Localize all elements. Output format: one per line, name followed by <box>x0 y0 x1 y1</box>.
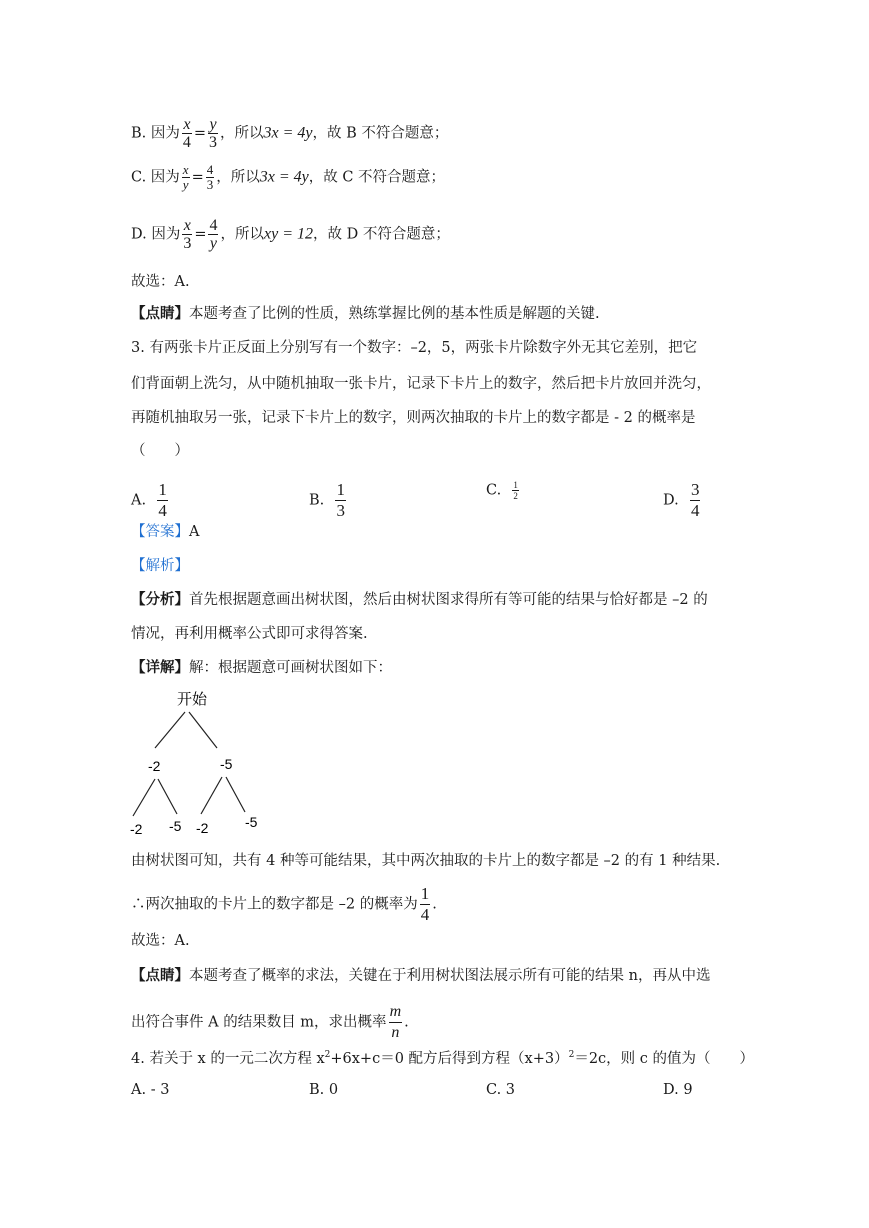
fraction: $\frac{1}{4}$ <box>158 480 167 520</box>
tree-root: 开始 <box>177 691 208 708</box>
fenxi-line-1: 【分析】首先根据题意画出树状图，然后由树状图求得所有等可能的结果与恰好都是 –2 的 <box>131 592 708 608</box>
fraction: $\frac{x}{y}$ <box>182 162 189 192</box>
fraction: $\frac{4}{3}$ <box>206 162 214 192</box>
q4-option-b: B. 0 <box>309 1082 339 1098</box>
q4-option-a: A. - 3 <box>131 1082 170 1098</box>
equation: 3x = 4y <box>263 124 313 142</box>
q3-option-b: B. $\frac{1}{3}$ <box>309 480 345 520</box>
q4-line: 4. 若关于 x 的一元二次方程 $x^2+6x+c=0$ 配方后得到方程$(x+3)^2=2c$，则 c 的值为（ ） <box>131 1050 755 1067</box>
analysis-tag: 【解析】 <box>131 558 189 574</box>
fenxi-line-2: 情况，再利用概率公式即可求得答案. <box>131 626 368 642</box>
conclusion-line-2: ∴两次抽取的卡片上的数字都是 –2 的概率为 $\frac{1}{4}$ . <box>131 884 437 924</box>
fraction: $\frac{1}{4}$ <box>420 884 430 924</box>
tree-node-l1-a: -2 <box>148 758 161 774</box>
tree-node-l2: -5 <box>169 818 182 834</box>
line-b: B. 因为 $\frac{x}{4}$ = $\frac{y}{3}$ ，所以3x = 4y，故 B 不符合题意； <box>131 116 449 151</box>
detail-line: 【详解】解：根据题意可画树状图如下： <box>131 660 392 676</box>
q3-line-2: 们背面朝上洗匀，从中随机抽取一张卡片，记录下卡片上的数字，然后把卡片放回并洗匀， <box>131 376 711 392</box>
comment-1: 【点睛】本题考查了比例的性质，熟练掌握比例的基本性质是解题的关键. <box>131 306 600 322</box>
line-d: D. 因为 $\frac{x}{3}$ = $\frac{4}{y}$ ，所以xy = 12，故 D 不符合题意； <box>131 217 450 252</box>
tree-node-l2: -2 <box>130 821 143 837</box>
tree-node-l1-b: -5 <box>220 756 233 772</box>
answer-tag: 【答案】 <box>131 524 189 540</box>
comment-2-line-2: 出符合事件 A 的结果数目 m，求出概率 $\frac{m}{n}$ . <box>131 1003 409 1041</box>
q3-option-c: C. $\frac{1}{2}$ <box>486 480 518 501</box>
fraction: $\frac{m}{n}$ <box>389 1003 402 1041</box>
tree-edge <box>201 777 222 814</box>
tree-edge <box>158 779 177 814</box>
tree-edge <box>189 712 217 748</box>
fraction: $\frac{1}{2}$ <box>513 480 518 501</box>
q3-line-1: 3. 有两张卡片正反面上分别写有一个数字：–2，5，两张卡片除数字外无其它差别，把它 <box>131 340 698 356</box>
fraction: $\frac{4}{y}$ <box>209 217 218 252</box>
q3-option-d: D. $\frac{3}{4}$ <box>663 480 700 520</box>
choose-answer: 故选：A. <box>131 274 190 290</box>
tree-diagram <box>125 686 275 841</box>
comment-2-line-1: 【点睛】本题考查了概率的求法，关键在于利用树状图法展示所有可能的结果 n，再从中选 <box>131 968 711 984</box>
q4-option-c: C. 3 <box>486 1082 516 1098</box>
fraction: $\frac{x}{3}$ <box>183 217 192 252</box>
q3-line-3: 再随机抽取另一张，记录下卡片上的数字，则两次抽取的卡片上的数字都是 - 2 的概率是 <box>131 410 696 426</box>
answer-line: 【答案】A <box>131 524 200 540</box>
fraction: $\frac{3}{4}$ <box>690 480 700 520</box>
fraction: $\frac{1}{3}$ <box>336 480 345 520</box>
tree-edge <box>133 779 155 816</box>
fraction: $\frac{x}{4}$ <box>182 116 191 151</box>
fraction: $\frac{y}{3}$ <box>209 116 218 151</box>
q4-option-d: D. 9 <box>663 1082 693 1098</box>
tree-node-l2: -5 <box>245 814 258 830</box>
tree-node-l2: -2 <box>196 820 209 836</box>
tree-edge <box>226 777 245 812</box>
line-c: C. 因为 $\frac{x}{y}$ = $\frac{4}{3}$ ，所以3x = 4y，故 C 不符合题意； <box>131 162 446 192</box>
line-b-prefix: B. 因为 <box>131 125 180 142</box>
q3-option-a: A. $\frac{1}{4}$ <box>131 480 167 520</box>
choose-answer-2: 故选：A. <box>131 933 190 949</box>
comment-tag: 【点睛】 <box>131 306 189 322</box>
q3-line-4: （ ） <box>131 443 189 459</box>
conclusion-line-1: 由树状图可知，共有 4 种等可能结果，其中两次抽取的卡片上的数字都是 –2 的有 1 种结果. <box>131 853 721 869</box>
tree-edge <box>155 712 185 748</box>
